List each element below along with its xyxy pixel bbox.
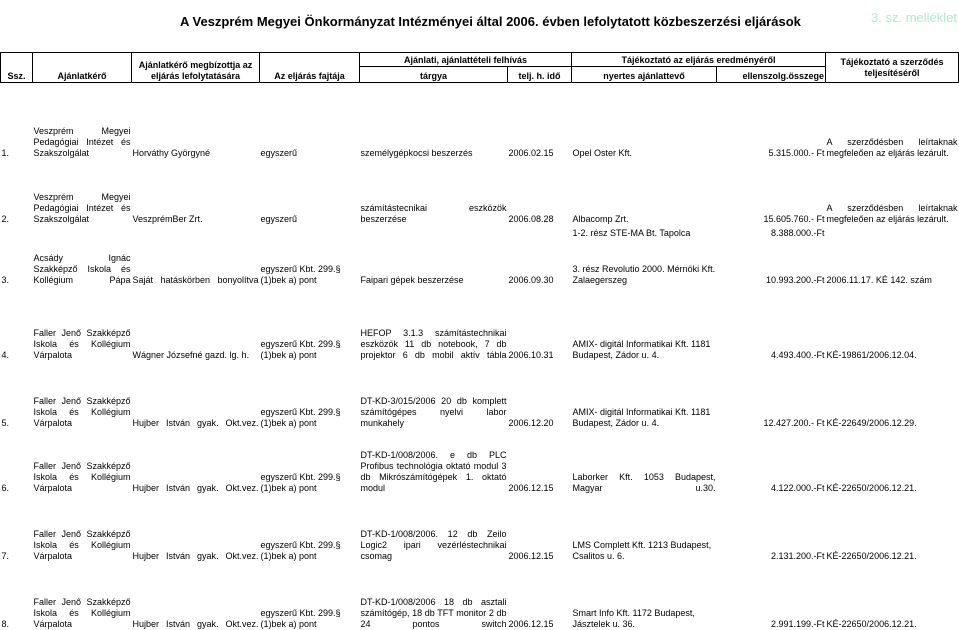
cell-targy: DT-KD-1/008/2006. e db PLC Profibus technológia oktató modul 3 db Mikrószámítógépek 1. oktató modul	[360, 449, 507, 493]
col-felhivas-group: Ajánlati, ajánlattételi felhívás	[360, 53, 572, 67]
cell-targy: DT-KD-1/008/2006 18 db asztali számítógép, 18 db TFT monitor 2 db 24 pontos switch	[360, 596, 507, 629]
cell-teljesites: KÉ-19861/2006.12.04.	[826, 349, 917, 360]
cell-ido: 2006.12.15	[508, 482, 554, 493]
cell-ido: 2006.02.15	[508, 147, 554, 158]
cell-targy: személygépkocsi beszerzés	[360, 147, 473, 158]
cell-ssz: 2.	[1, 213, 10, 224]
cell-fajta: egyszerű Kbt. 299.§ (1)bek a) pont	[260, 607, 341, 629]
cell-megbizott: Saját hatáskörben bonyolítva	[132, 274, 259, 285]
table-row	[1, 429, 959, 494]
cell-fajta: egyszerű	[260, 147, 298, 158]
cell-ido: 2006.12.15	[508, 618, 554, 629]
cell-ssz: 5.	[1, 417, 10, 428]
cell-fajta: egyszerű Kbt. 299.§ (1)bek a) pont	[260, 471, 341, 493]
cell-ido: 2006.09.30	[508, 274, 554, 285]
cell-ajanlatkero: Acsády Ignác Szakképző Iskola és Kollégium Pápa	[33, 252, 131, 285]
cell-ssz: 3.	[1, 274, 10, 285]
cell-osszeg: 5.315.000.- Ft	[768, 147, 825, 158]
cell-nyertes: LMS Complett Kft. 1213 Budapest, Csalitos u. 6.	[572, 539, 712, 561]
table-row	[1, 562, 959, 630]
cell-osszeg: 2.131.200.-Ft	[770, 550, 825, 561]
cell-teljesites: KÉ-22649/2006.12.29.	[826, 417, 917, 428]
cell-megbizott: Hujber István gyak. Okt.vez.	[132, 482, 259, 493]
cell-fajta: egyszerű Kbt. 299.§ (1)bek a) pont	[260, 406, 341, 428]
cell-fajta: egyszerű Kbt. 299.§ (1)bek a) pont	[260, 263, 341, 285]
cell-nyertes: AMIX- digitál Informatikai Kft. 1181 Budapest, Zádor u. 4.	[572, 338, 711, 360]
col-ssz: Ssz.	[1, 53, 33, 83]
cell-targy: számítástecnikai eszközök beszerzése	[360, 202, 507, 224]
col-eredmeny-group: Tájékoztató az eljárás eredményéről	[572, 53, 826, 67]
cell-ajanlatkero: Veszprém Megyei Pedagógiai Intézet és Szakszolgálat	[33, 191, 131, 224]
cell-megbizott: Hujber István gyak. Okt.vez.	[132, 618, 259, 629]
procurement-table	[0, 52, 959, 630]
cell-ajanlatkero: Faller Jenő Szakképző Iskola és Kollégium Várpalota	[33, 460, 131, 493]
cell-targy: HEFOP 3.1.3 számítástechnikai eszközök 11 db notebook, 7 db projektor 6 db mobil aktív tábla	[360, 327, 507, 360]
cell-nyertes: AMIX- digitál Informatikai Kft. 1181 Budapest, Zádor u. 4.	[572, 406, 711, 428]
cell-megbizott: Hujber István gyak. Okt.vez.	[132, 417, 259, 428]
cell-megbizott: Hujber István gyak. Okt.vez.	[132, 550, 259, 561]
cell-ido: 2006.12.15	[508, 550, 554, 561]
cell-teljesites: KÉ-22650/2006.12.21.	[826, 482, 917, 493]
cell-targy: DT-KD-1/008/2006. 12 db Zeilo Logic2 ipari vezérléstechnikai csomag	[360, 528, 507, 561]
cell-teljesites: KÉ-22650/2006.12.21.	[826, 618, 917, 629]
cell-ajanlatkero: Faller Jenő Szakképző Iskola és Kollégium Várpalota	[33, 528, 131, 561]
col-megbizott: Ajánlatkérő megbízottja az eljárás lefolytatására	[132, 53, 260, 83]
cell-teljesites: A szerződésben leírtaknak megfeleően az eljárás lezárult.	[826, 202, 958, 224]
cell-megbizott: VeszprémBer Zrt.	[132, 213, 203, 224]
cell-ssz: 8.	[1, 618, 10, 629]
cell-osszeg: 12.427.200.- Ft	[763, 417, 825, 428]
table-header	[1, 53, 959, 83]
cell-nyertes: Opel Oster Kft.	[572, 147, 633, 158]
cell-ssz: 7.	[1, 550, 10, 561]
table-row	[1, 239, 959, 286]
cell-osszeg: 10.993.200.-Ft	[765, 274, 825, 285]
cell-teljesites: A szerződésben leírtaknak megfeleően az eljárás lezárult.	[826, 136, 958, 158]
col-telj-ido: telj. h. idő	[508, 67, 572, 83]
table-row	[1, 361, 959, 429]
cell-osszeg: 4.122.000.-Ft	[770, 482, 825, 493]
col-ajanlatkero: Ajánlatkérő	[33, 53, 132, 83]
table-row	[1, 494, 959, 562]
annex-label: 3. sz. melléklet	[871, 10, 957, 25]
cell-extra-nyertes: 1-2. rész STE-MA Bt. Tapolca	[572, 227, 691, 238]
table-row	[1, 159, 959, 225]
table-row	[1, 286, 959, 361]
cell-nyertes: Laborker Kft. 1053 Budapest, Magyar u.30.	[572, 471, 716, 493]
cell-ajanlatkero: Veszprém Megyei Pedagógiai Intézet és Szakszolgálat	[33, 125, 131, 158]
cell-fajta: egyszerű Kbt. 299.§ (1)bek a) pont	[260, 338, 341, 360]
cell-ssz: 1.	[1, 147, 10, 158]
cell-fajta: egyszerű	[260, 213, 298, 224]
col-teljesites: Tájékoztató a szerződés teljesítéséről	[826, 53, 959, 83]
cell-teljesites: KÉ-22650/2006.12.21.	[826, 550, 917, 561]
cell-teljesites: 2006.11.17. KÉ 142. szám	[826, 274, 932, 285]
cell-targy: DT-KD-3/015/2006 20 db komplett számítógépes nyelvi labor munkahely	[360, 395, 507, 428]
col-fajta: Az eljárás fajtája	[260, 53, 360, 83]
cell-osszeg: 2.991.199.-Ft	[770, 618, 825, 629]
cell-ajanlatkero: Faller Jenő Szakképző Iskola és Kollégium Várpalota	[33, 395, 131, 428]
cell-ido: 2006.12.20	[508, 417, 554, 428]
cell-fajta: egyszerű Kbt. 299.§ (1)bek a) pont	[260, 539, 341, 561]
cell-ido: 2006.08.28	[508, 213, 554, 224]
table-row	[1, 83, 959, 159]
cell-nyertes: 3. rész Revolutio 2000. Mérnöki Kft. Zalaegerszeg	[572, 263, 716, 285]
cell-targy: Faipari gépek beszerzése	[360, 274, 464, 285]
table-row-extra	[1, 225, 959, 239]
cell-megbizott: Wágner Józsefné gazd. lg. h.	[132, 349, 250, 360]
table-body	[1, 83, 959, 630]
col-nyertes: nyertes ajánlattevő	[572, 67, 717, 83]
col-ellenszolg: ellenszolg.összege	[717, 67, 826, 83]
cell-ajanlatkero: Faller Jenő Szakképző Iskola és Kollégium Várpalota	[33, 596, 131, 629]
cell-ido: 2006.10.31	[508, 349, 554, 360]
cell-ssz: 4.	[1, 349, 10, 360]
cell-nyertes: Smart Info Kft. 1172 Budapest, Jásztelek u. 36.	[572, 607, 695, 629]
col-targya: tárgya	[360, 67, 508, 83]
cell-osszeg: 4.493.400.-Ft	[770, 349, 825, 360]
cell-extra-osszeg: 8.388.000.-Ft	[770, 227, 825, 238]
page-title: A Veszprém Megyei Önkormányzat Intézményei által 2006. évben lefolytatott közbeszerzési eljárások	[180, 14, 801, 29]
cell-megbizott: Horváthy Györgyné	[132, 147, 211, 158]
cell-ajanlatkero: Faller Jenő Szakképző Iskola és Kollégium Várpalota	[33, 327, 131, 360]
cell-ssz: 6.	[1, 482, 10, 493]
cell-osszeg: 15.605.760.- Ft	[763, 213, 825, 224]
cell-nyertes: Albacomp Zrt.	[572, 213, 629, 224]
